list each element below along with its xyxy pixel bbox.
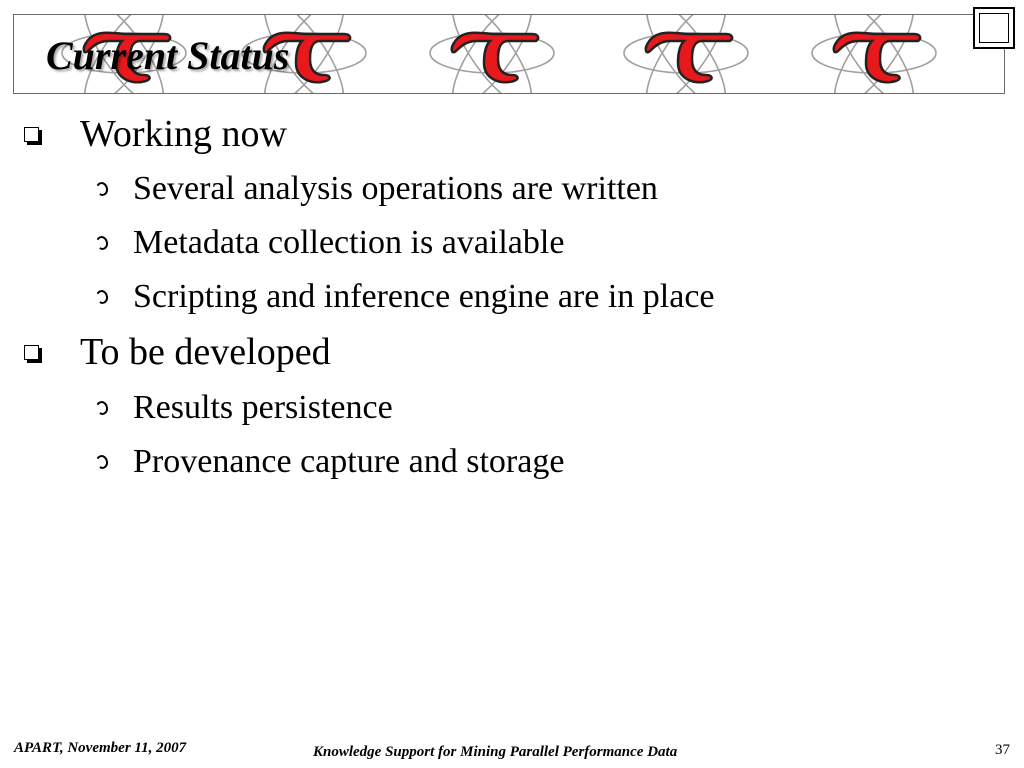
section-heading: To be developed — [80, 331, 331, 373]
circle-bullet-icon — [94, 400, 109, 417]
circle-bullet-icon — [94, 181, 109, 198]
square-bullet-icon — [24, 127, 39, 142]
corner-frame-icon — [973, 7, 1015, 49]
list-item: Metadata collection is available — [133, 224, 565, 261]
circle-bullet-icon — [94, 235, 109, 252]
section-heading: Working now — [80, 113, 287, 155]
footer-page-number: 37 — [995, 742, 1010, 758]
square-bullet-icon — [24, 345, 39, 360]
list-item: Provenance capture and storage — [133, 443, 565, 480]
circle-bullet-icon — [94, 289, 109, 306]
circle-bullet-icon — [94, 454, 109, 471]
list-item: Results persistence — [133, 389, 393, 426]
footer-event-date: APART, November 11, 2007 — [14, 740, 187, 756]
footer-presentation-title: Knowledge Support for Mining Parallel Performance Data — [313, 744, 678, 760]
list-item: Several analysis operations are written — [133, 170, 658, 207]
list-item: Scripting and inference engine are in place — [133, 278, 715, 315]
slide-title: Current Status — [46, 33, 290, 78]
